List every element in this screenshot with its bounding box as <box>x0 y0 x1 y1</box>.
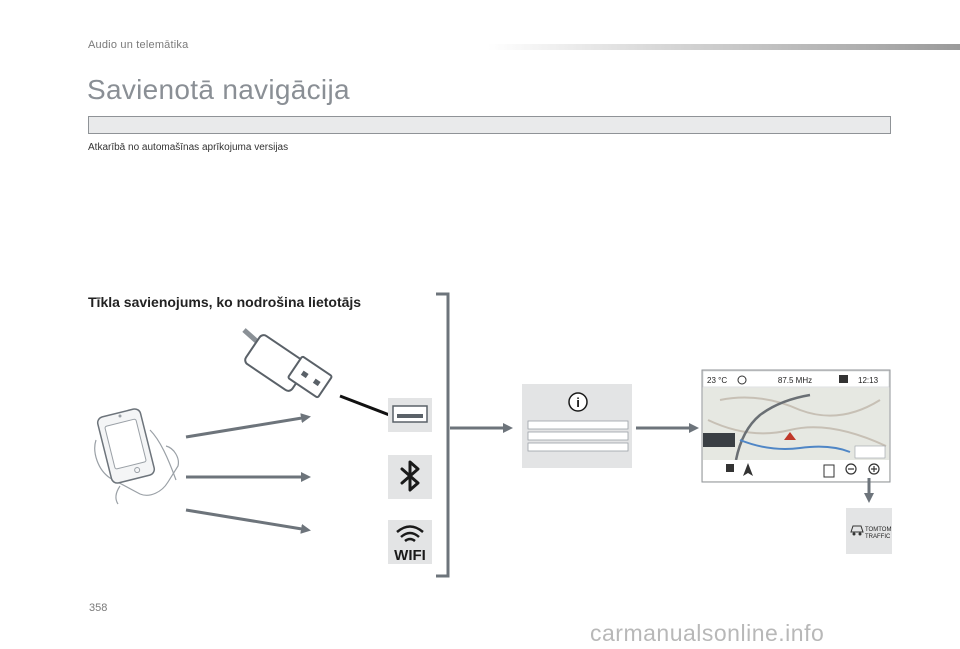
wifi-label: WIFI <box>394 547 426 564</box>
screen-clock: 12:13 <box>858 376 879 385</box>
usb-cable-icon <box>243 330 392 416</box>
flag-icon <box>726 464 734 472</box>
bluetooth-icon <box>388 455 432 499</box>
tomtom-line1: TOMTOM <box>865 527 892 533</box>
tomtom-traffic-icon <box>846 508 892 554</box>
watermark: carmanualsonline.info <box>590 620 825 646</box>
screen-frequency: 87.5 MHz <box>777 376 813 385</box>
page-number: 358 <box>89 602 108 614</box>
section-label: Audio un telemātika <box>88 39 189 51</box>
tomtom-line2: TRAFFIC <box>865 534 891 540</box>
wifi-icon <box>388 520 432 564</box>
subtitle: Atkarībā no automašīnas aprīkojuma versijas <box>88 142 289 153</box>
bracket <box>436 294 510 576</box>
info-panel <box>522 384 632 468</box>
smartphone-icon <box>95 408 179 504</box>
phone-arrows <box>186 417 308 530</box>
svg-text:i: i <box>576 395 580 410</box>
screen-temperature: 23 °C <box>707 376 728 385</box>
usb-port-icon <box>388 398 432 432</box>
section-heading: Tīkla savienojums, ko nodrošina lietotājs <box>88 294 362 310</box>
page-title: Savienotā navigācija <box>87 74 350 105</box>
navigation-screen <box>702 370 890 482</box>
